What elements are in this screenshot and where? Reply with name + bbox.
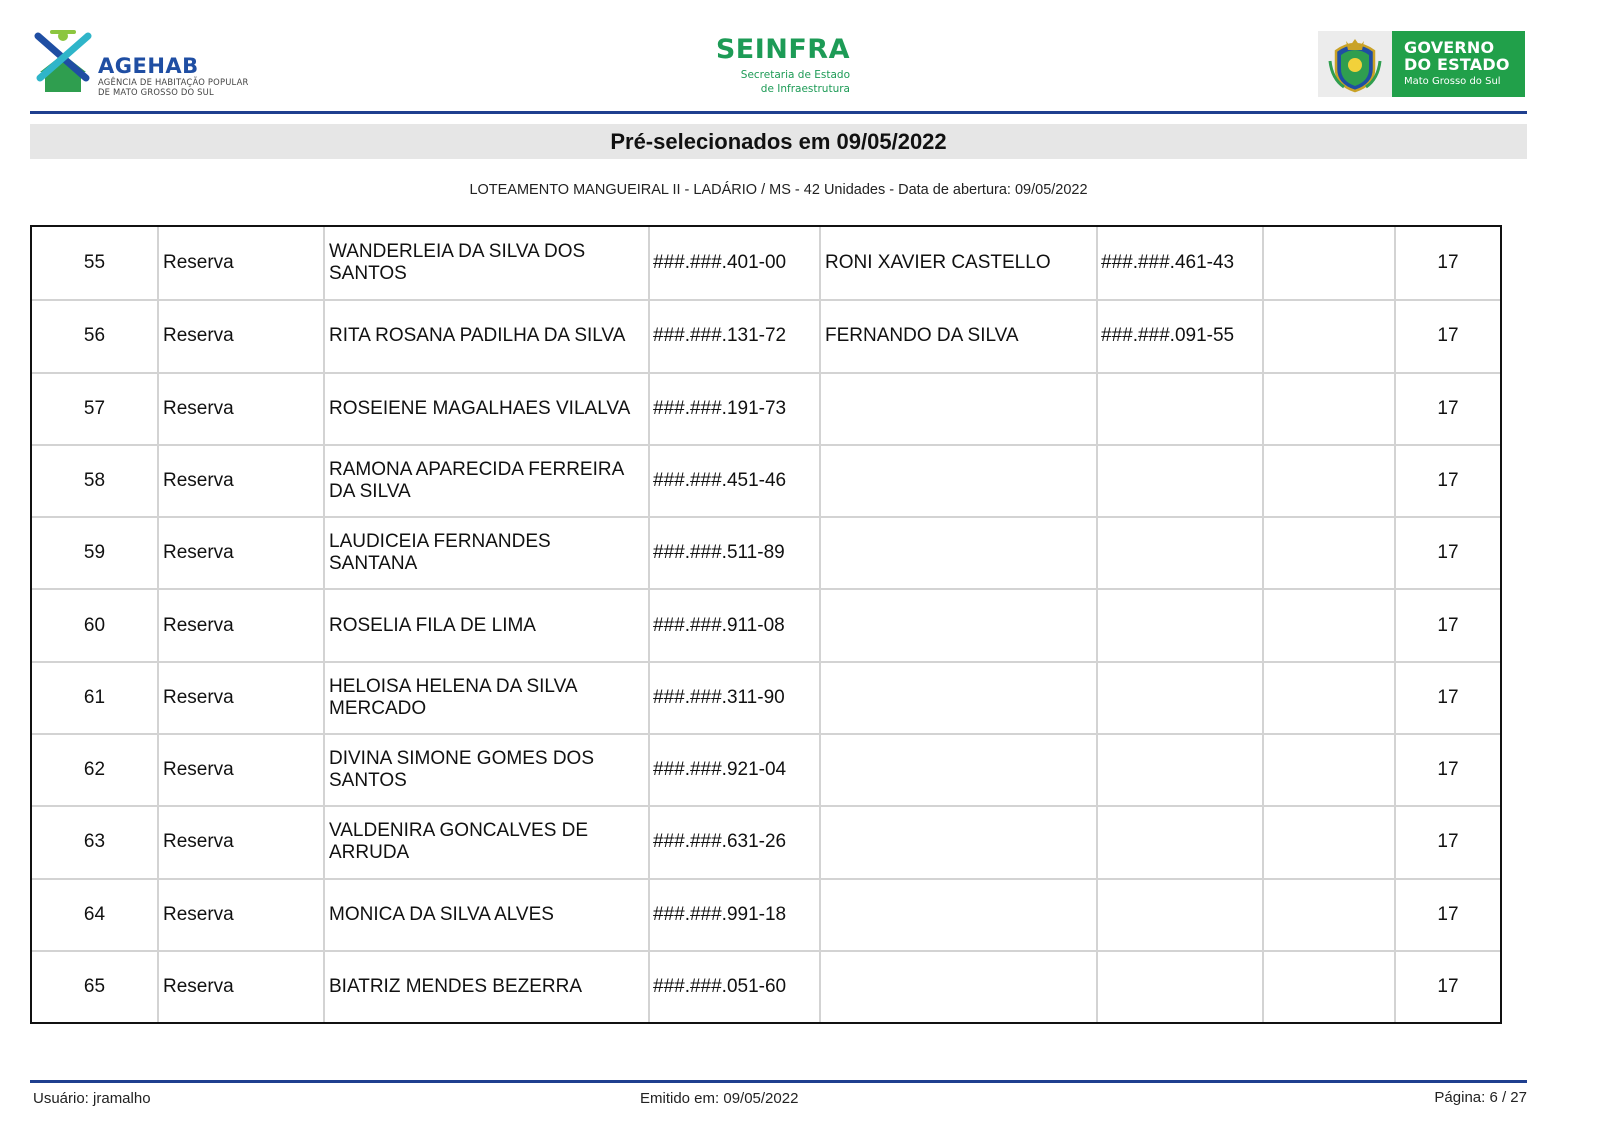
governo-text-box xyxy=(1392,31,1525,97)
row-extra xyxy=(1262,807,1394,877)
table-row xyxy=(32,227,1500,299)
row-score: 17 xyxy=(1394,227,1500,299)
footer-emitted-date: Emitido em: 09/05/2022 xyxy=(640,1090,799,1107)
footer-page-number: Página: 6 / 27 xyxy=(1434,1089,1527,1106)
governo-line2: DO ESTADO xyxy=(1404,55,1510,74)
row-cpf: ###.###.451-46 xyxy=(648,446,819,516)
row-cpf: ###.###.311-90 xyxy=(648,663,819,733)
agehab-logo xyxy=(34,28,264,98)
seinfra-logo xyxy=(680,34,850,100)
candidates-table xyxy=(30,225,1502,1024)
row-cpf: ###.###.051-60 xyxy=(648,952,819,1022)
row-name: HELOISA HELENA DA SILVA MERCADO xyxy=(323,663,648,733)
governo-logo xyxy=(1318,31,1525,97)
row-cpf: ###.###.631-26 xyxy=(648,807,819,877)
agehab-house-icon xyxy=(34,28,92,94)
row-cpf: ###.###.401-00 xyxy=(648,227,819,299)
row-category: Reserva xyxy=(157,952,323,1022)
state-seal-icon xyxy=(1318,31,1392,97)
row-spouse-name xyxy=(819,446,1096,516)
row-spouse-cpf xyxy=(1096,952,1262,1022)
row-number: 61 xyxy=(83,686,106,708)
agehab-name: AGEHAB xyxy=(98,54,199,78)
row-spouse-name xyxy=(819,880,1096,950)
row-name: BIATRIZ MENDES BEZERRA xyxy=(323,952,648,1022)
row-category: Reserva xyxy=(157,735,323,805)
row-extra xyxy=(1262,735,1394,805)
row-name: DIVINA SIMONE GOMES DOS SANTOS xyxy=(323,735,648,805)
row-category: Reserva xyxy=(157,518,323,588)
row-extra xyxy=(1262,952,1394,1022)
row-extra xyxy=(1262,590,1394,660)
table-row xyxy=(32,805,1500,877)
row-spouse-cpf xyxy=(1096,518,1262,588)
row-category: Reserva xyxy=(157,807,323,877)
row-name: RAMONA APARECIDA FERREIRA DA SILVA xyxy=(323,446,648,516)
row-spouse-cpf: ###.###.091-55 xyxy=(1096,301,1262,371)
row-cpf: ###.###.911-08 xyxy=(648,590,819,660)
row-spouse-cpf xyxy=(1096,880,1262,950)
row-number: 58 xyxy=(83,469,106,491)
row-score: 17 xyxy=(1394,446,1500,516)
row-number: 59 xyxy=(83,542,106,564)
row-number: 56 xyxy=(83,325,106,347)
row-score: 17 xyxy=(1394,663,1500,733)
seinfra-subtitle-line1: Secretaria de Estado xyxy=(740,69,850,81)
seinfra-subtitle-line2: de Infraestrutura xyxy=(760,83,850,95)
row-spouse-cpf: ###.###.461-43 xyxy=(1096,227,1262,299)
title-band xyxy=(30,124,1527,159)
row-name: LAUDICEIA FERNANDES SANTANA xyxy=(323,518,648,588)
row-spouse-name: RONI XAVIER CASTELLO xyxy=(819,227,1096,299)
footer-user: Usuário: jramalho xyxy=(33,1090,151,1107)
table-row xyxy=(32,588,1500,660)
row-name: WANDERLEIA DA SILVA DOS SANTOS xyxy=(323,227,648,299)
table-row xyxy=(32,950,1500,1022)
row-category: Reserva xyxy=(157,301,323,371)
row-spouse-cpf xyxy=(1096,446,1262,516)
agehab-subtitle-line1: AGÊNCIA DE HABITAÇÃO POPULAR xyxy=(98,77,249,87)
row-category: Reserva xyxy=(157,880,323,950)
row-spouse-name xyxy=(819,807,1096,877)
row-cpf: ###.###.511-89 xyxy=(648,518,819,588)
row-name: ROSEIENE MAGALHAES VILALVA xyxy=(323,374,648,444)
row-spouse-cpf xyxy=(1096,807,1262,877)
row-spouse-name xyxy=(819,735,1096,805)
row-category: Reserva xyxy=(157,227,323,299)
row-extra xyxy=(1262,227,1394,299)
table-row xyxy=(32,372,1500,444)
governo-line3: Mato Grosso do Sul xyxy=(1404,76,1501,87)
row-extra xyxy=(1262,663,1394,733)
row-score: 17 xyxy=(1394,880,1500,950)
row-spouse-name xyxy=(819,663,1096,733)
table-row xyxy=(32,516,1500,588)
row-extra xyxy=(1262,301,1394,371)
row-spouse-name xyxy=(819,590,1096,660)
seinfra-name: SEINFRA xyxy=(715,34,850,65)
page-subtitle: LOTEAMENTO MANGUEIRAL II - LADÁRIO / MS - 42 Unidades - Data de abertura: 09/05/2022 xyxy=(469,182,1088,198)
table-row xyxy=(32,733,1500,805)
row-number: 57 xyxy=(83,397,106,419)
row-number: 62 xyxy=(83,759,106,781)
row-cpf: ###.###.191-73 xyxy=(648,374,819,444)
row-score: 17 xyxy=(1394,952,1500,1022)
state-seal xyxy=(1318,31,1392,97)
row-name: ROSELIA FILA DE LIMA xyxy=(323,590,648,660)
row-category: Reserva xyxy=(157,663,323,733)
row-number: 65 xyxy=(83,975,106,997)
row-cpf: ###.###.991-18 xyxy=(648,880,819,950)
row-number: 55 xyxy=(83,252,106,274)
table-row xyxy=(32,661,1500,733)
row-number: 60 xyxy=(83,614,106,636)
row-spouse-cpf xyxy=(1096,735,1262,805)
row-score: 17 xyxy=(1394,374,1500,444)
row-spouse-cpf xyxy=(1096,663,1262,733)
row-category: Reserva xyxy=(157,374,323,444)
row-cpf: ###.###.131-72 xyxy=(648,301,819,371)
row-spouse-cpf xyxy=(1096,374,1262,444)
row-extra xyxy=(1262,518,1394,588)
row-score: 17 xyxy=(1394,518,1500,588)
row-spouse-name xyxy=(819,952,1096,1022)
row-name: RITA ROSANA PADILHA DA SILVA xyxy=(323,301,648,371)
table-row xyxy=(32,299,1500,371)
row-number: 64 xyxy=(83,903,106,925)
agehab-subtitle-line2: DE MATO GROSSO DO SUL xyxy=(98,87,214,97)
row-score: 17 xyxy=(1394,301,1500,371)
table-row xyxy=(32,444,1500,516)
row-category: Reserva xyxy=(157,446,323,516)
row-category: Reserva xyxy=(157,590,323,660)
row-extra xyxy=(1262,446,1394,516)
row-spouse-name: FERNANDO DA SILVA xyxy=(819,301,1096,371)
row-score: 17 xyxy=(1394,807,1500,877)
row-name: MONICA DA SILVA ALVES xyxy=(323,880,648,950)
row-score: 17 xyxy=(1394,735,1500,805)
page-title: Pré-selecionados em 09/05/2022 xyxy=(610,129,947,154)
footer-divider xyxy=(30,1080,1527,1083)
row-spouse-name xyxy=(819,374,1096,444)
table-row xyxy=(32,878,1500,950)
row-spouse-cpf xyxy=(1096,590,1262,660)
header-divider xyxy=(30,111,1527,114)
row-score: 17 xyxy=(1394,590,1500,660)
row-extra xyxy=(1262,374,1394,444)
row-cpf: ###.###.921-04 xyxy=(648,735,819,805)
row-extra xyxy=(1262,880,1394,950)
row-spouse-name xyxy=(819,518,1096,588)
row-number: 63 xyxy=(83,831,106,853)
row-name: VALDENIRA GONCALVES DE ARRUDA xyxy=(323,807,648,877)
governo-line1: GOVERNO xyxy=(1404,38,1495,57)
